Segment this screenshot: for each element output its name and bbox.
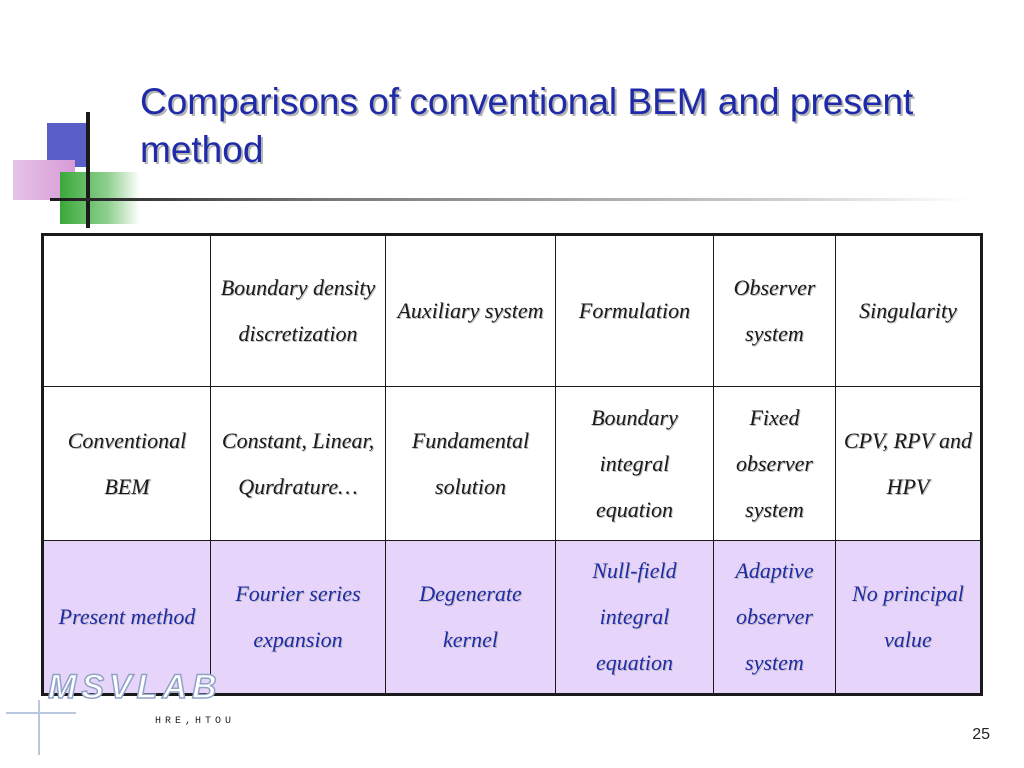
slide-title: Comparisons of conventional BEM and present method: [140, 81, 914, 170]
table-header-corner: [43, 235, 211, 387]
table-cell: Fourier series expansion: [211, 541, 386, 695]
table-header-cell: Observer system: [714, 235, 836, 387]
page-number: 25: [972, 726, 990, 743]
table-header-cell: Boundary density discretization: [211, 235, 386, 387]
logo: MSVLAB: [48, 668, 222, 706]
table-cell: Null-field integral equation: [556, 541, 714, 695]
table-cell: Fixed observer system: [714, 387, 836, 541]
table-row-conventional: [43, 387, 982, 541]
table-header-cell: Auxiliary system: [386, 235, 556, 387]
table-cell: Boundary integral equation: [556, 387, 714, 541]
comparison-table: [41, 233, 983, 696]
table-header-row: [43, 235, 982, 387]
row-label-cell: Present method: [43, 541, 211, 695]
table-cell: Fundamental solution: [386, 387, 556, 541]
logo-subtext: HRE,HTOU: [155, 716, 236, 727]
table-cell: No principal value: [836, 541, 982, 695]
logo-cross-vertical: [38, 700, 40, 755]
decorative-vertical-line: [86, 112, 90, 228]
row-label-cell: Conventional BEM: [43, 387, 211, 541]
logo-cross-horizontal: [6, 712, 76, 714]
table-cell: Adaptive observer system: [714, 541, 836, 695]
table-header-cell: Formulation: [556, 235, 714, 387]
table-cell: Degenerate kernel: [386, 541, 556, 695]
title-underline: [50, 198, 970, 201]
table-cell: Constant, Linear, Qurdrature…: [211, 387, 386, 541]
table-cell: CPV, RPV and HPV: [836, 387, 982, 541]
table-header-cell: Singularity: [836, 235, 982, 387]
